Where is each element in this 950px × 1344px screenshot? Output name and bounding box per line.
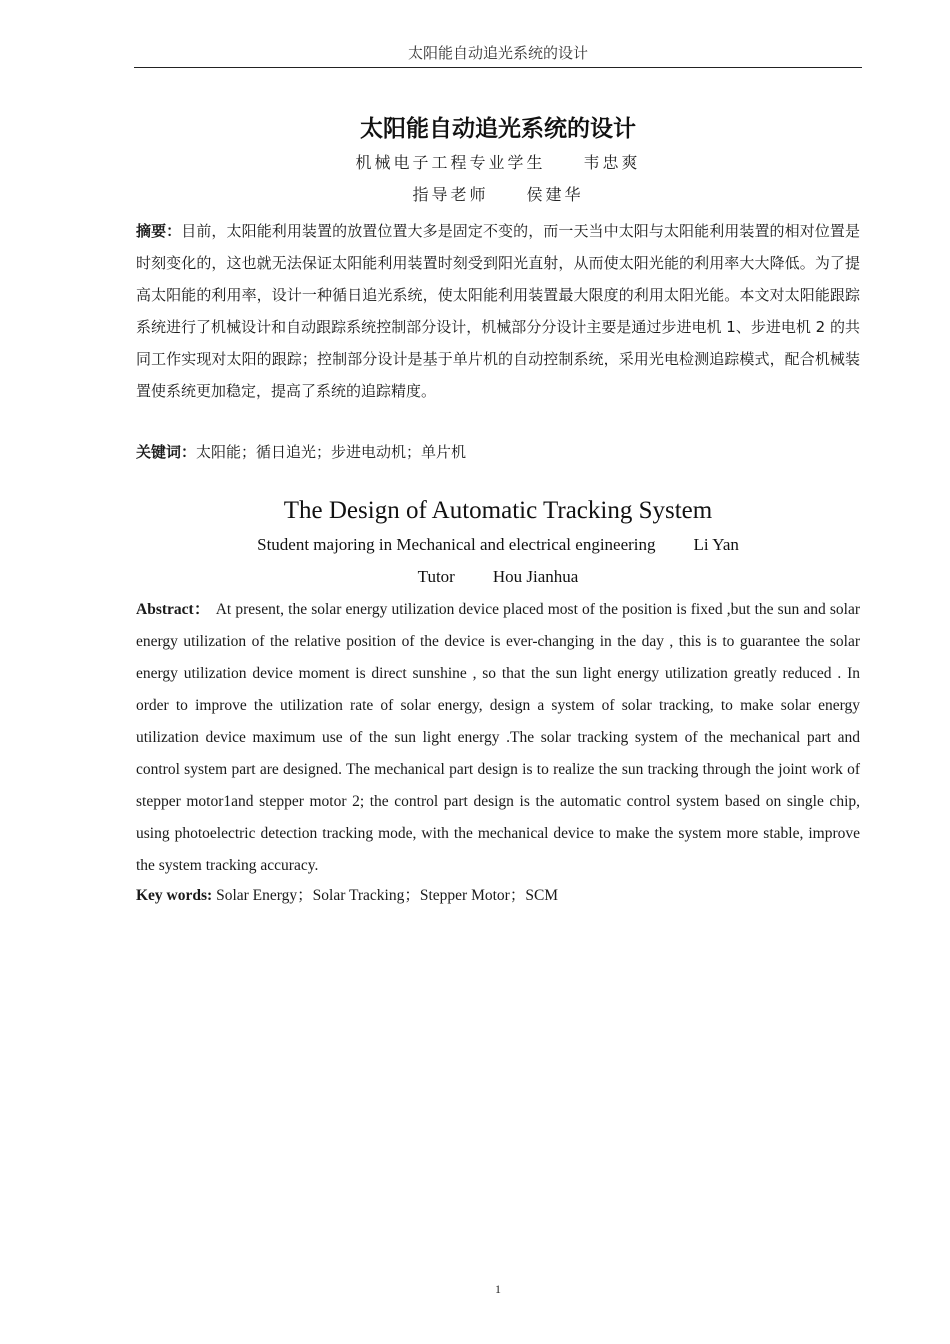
header-divider — [134, 67, 862, 68]
chinese-abstract — [136, 215, 860, 407]
running-header: 太阳能自动追光系统的设计 — [407, 44, 588, 62]
chinese-author-line — [134, 151, 862, 175]
chinese-author-role: 机械电子工程专业学生 — [355, 153, 546, 172]
english-title: The Design of Automatic Tracking System — [283, 497, 713, 524]
english-abstract — [136, 594, 860, 882]
english-author-name: Li Yan — [693, 535, 739, 554]
english-abstract-label: Abstract： — [136, 601, 210, 618]
chinese-keywords-text: 太阳能；循日追光；步进电动机；单片机 — [196, 443, 467, 461]
english-author-role: Student majoring in Mechanical and electrical engineering — [257, 535, 656, 554]
chinese-abstract-text: 目前，太阳能利用装置的放置位置大多是固定不变的，而一天当中太阳与太阳能利用装置的相对位置是时刻变化的，这也就无法保证太阳能利用装置时刻受到阳光直射，从而使太阳光能的利用率大大降低。为了提高太阳能的利用率，设计一种循日追光系统，使太阳能利用装置最大限度的利用太阳光能。本文对太阳能跟踪系统进行了机械设计和自动跟踪系统控制部分设计，机械部分分设计主要是通过步进电机 1、步进电机 2 的共同工作实现对太阳的跟踪；控制部分设计是基于单片机的自动控制系统，采用光电检测追踪模式，配合机械装置使系统更加稳定，提高了系统的追踪精度。 — [136, 222, 860, 400]
english-keywords-label: Key words: — [136, 887, 213, 904]
chinese-keywords — [136, 438, 860, 466]
chinese-abstract-label: 摘要： — [136, 222, 182, 240]
english-keywords — [136, 882, 860, 910]
chinese-advisor-line — [134, 183, 862, 207]
chinese-keywords-label: 关键词： — [136, 443, 197, 461]
chinese-advisor-role: 指导老师 — [412, 185, 489, 204]
english-advisor-name: Hou Jianhua — [492, 567, 579, 586]
chinese-title: 太阳能自动追光系统的设计 — [360, 116, 636, 142]
chinese-advisor-name: 侯建华 — [526, 185, 584, 204]
english-author-line — [134, 533, 862, 557]
english-keywords-text: Solar Energy；Solar Tracking；Stepper Motor；SCM — [212, 887, 559, 904]
chinese-author-name: 韦忠爽 — [583, 153, 641, 172]
english-advisor-role: Tutor — [417, 567, 455, 586]
english-abstract-text: At present, the solar energy utilization device placed most of the position is fixed ,but the sun and solar energy utilization of the relative position of the device is ever-changing in the day , this is to guarantee the solar energy utilization device moment is direct sunshine , so that the sun light energy utilization greatly reduced . In order to improve the utilization rate of solar energy, design a system of solar tracking, to make solar energy utilization device maximum use of the sun light energy .The solar tracking system of the mechanical part and control system part are designed. The mechanical part design is to realize the sun tracking through the joint work of stepper motor1and stepper motor 2; the control part design is the automatic control system based on single chip, using photoelectric detection tracking mode, with the mechanical device to make the system more stable, improve the system tracking accuracy. — [136, 601, 860, 874]
page-number: 1 — [495, 1282, 501, 1296]
english-advisor-line — [134, 565, 862, 589]
